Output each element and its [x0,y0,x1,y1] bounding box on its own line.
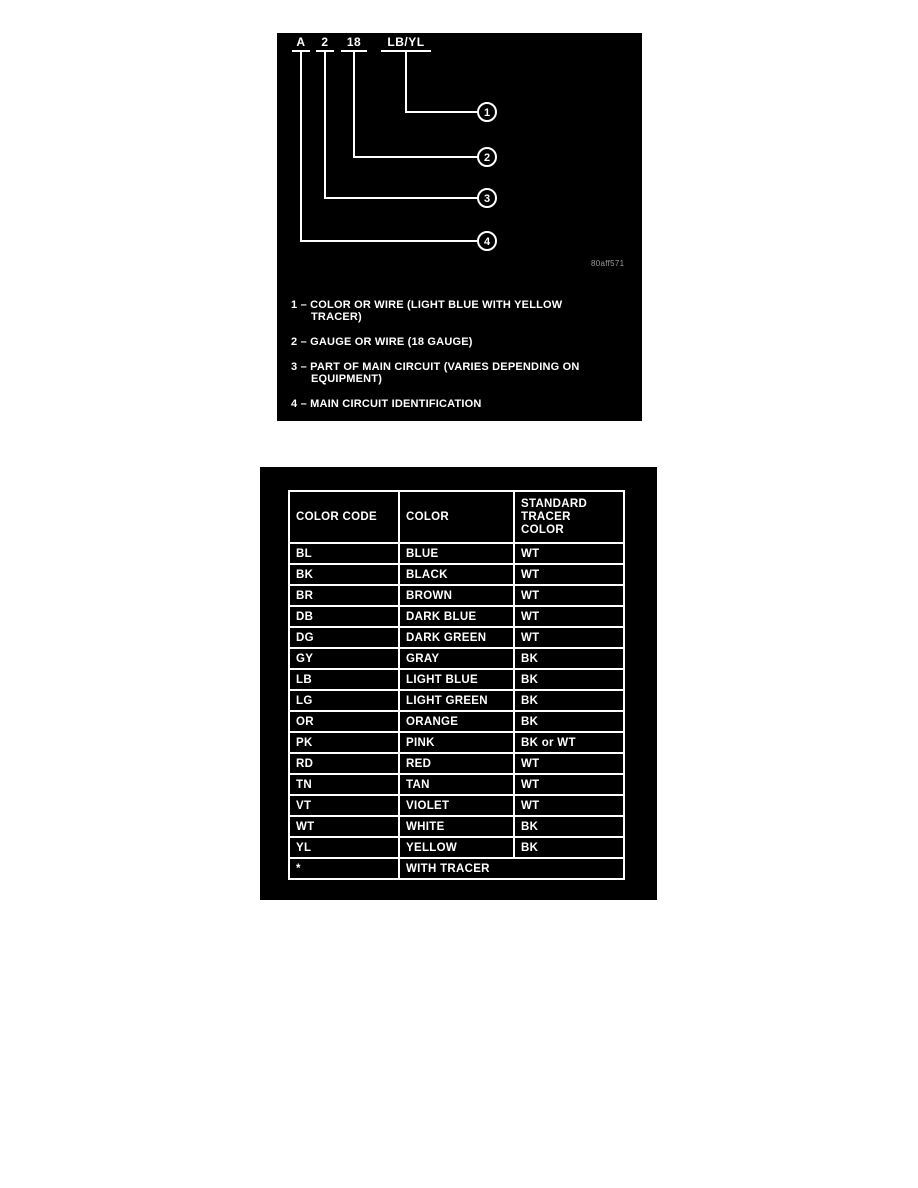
leader-line-3 [325,51,478,198]
code-part-main-circuit: A [296,35,306,49]
tracer-color-cell: WT [514,795,624,816]
figure-reference-number: 80aff571 [591,259,625,268]
table-row [289,648,624,669]
color-name-cell: BLUE [399,543,514,564]
tracer-color-cell: WT [514,627,624,648]
color-code-cell: TN [289,774,399,795]
legend-item-1: 1 – COLOR OR WIRE (LIGHT BLUE WITH YELLOW TRACER) [291,299,563,323]
table-row [289,690,624,711]
table-row [289,753,624,774]
color-code-cell: WT [289,816,399,837]
tracer-color-cell: WT [514,585,624,606]
callout-number-1: 1 [483,107,491,119]
table-header-row [289,491,624,543]
color-code-cell: DB [289,606,399,627]
tracer-color-cell: WT [514,774,624,795]
tracer-color-cell: BK [514,816,624,837]
leader-line-4 [301,51,478,241]
color-code-cell: * [289,858,399,879]
color-name-cell: VIOLET [399,795,514,816]
color-code-cell: DG [289,627,399,648]
table-row [289,711,624,732]
table-row [289,543,624,564]
tracer-color-cell: BK [514,648,624,669]
table-row [289,564,624,585]
color-name-cell: LIGHT GREEN [399,690,514,711]
color-code-cell: RD [289,753,399,774]
code-part-circuit-part: 2 [321,35,329,49]
color-code-cell: OR [289,711,399,732]
color-name-cell: WHITE [399,816,514,837]
color-name-cell: RED [399,753,514,774]
table-row [289,816,624,837]
color-code-cell: PK [289,732,399,753]
table-row-with-tracer [289,858,624,879]
color-name-cell: BLACK [399,564,514,585]
code-part-color: LB/YL [387,35,425,49]
wire-color-code-table [288,490,625,880]
color-code-cell: VT [289,795,399,816]
table-row [289,732,624,753]
tracer-color-cell: WT [514,543,624,564]
color-code-cell: LB [289,669,399,690]
callout-number-2: 2 [483,152,491,164]
color-name-cell: ORANGE [399,711,514,732]
legend-item-2: 2 – GAUGE OR WIRE (18 GAUGE) [291,336,473,348]
callout-number-4: 4 [483,236,491,248]
color-name-cell: DARK GREEN [399,627,514,648]
color-code-cell: BL [289,543,399,564]
tracer-color-cell: BK [514,690,624,711]
tracer-color-cell: BK [514,669,624,690]
color-name-cell: PINK [399,732,514,753]
wire-code-figure-panel [277,33,642,421]
header-color: COLOR [399,491,514,543]
color-name-cell: LIGHT BLUE [399,669,514,690]
leader-line-2 [354,51,478,157]
tracer-color-cell: WT [514,753,624,774]
legend-item-3: 3 – PART OF MAIN CIRCUIT (VARIES DEPENDING ON EQUIPMENT) [291,361,580,385]
color-name-cell: BROWN [399,585,514,606]
color-name-cell: YELLOW [399,837,514,858]
leader-line-1 [406,51,478,112]
color-name-cell: DARK BLUE [399,606,514,627]
color-code-cell: GY [289,648,399,669]
tracer-color-cell: BK [514,837,624,858]
table-row [289,774,624,795]
tracer-color-cell: BK or WT [514,732,624,753]
callout-number-3: 3 [483,193,491,205]
legend-item-4: 4 – MAIN CIRCUIT IDENTIFICATION [291,398,482,410]
color-code-cell: BK [289,564,399,585]
table-row [289,606,624,627]
header-standard-tracer-color: STANDARD TRACER COLOR [514,491,624,543]
color-name-cell: TAN [399,774,514,795]
color-code-cell: BR [289,585,399,606]
header-color-code: COLOR CODE [289,491,399,543]
color-code-cell: LG [289,690,399,711]
with-tracer-cell: WITH TRACER [399,858,624,879]
color-code-cell: YL [289,837,399,858]
figure-legend [291,299,613,423]
color-name-cell: GRAY [399,648,514,669]
code-part-gauge: 18 [346,35,362,49]
table-row [289,837,624,858]
tracer-color-cell: WT [514,606,624,627]
tracer-color-cell: BK [514,711,624,732]
table-row [289,669,624,690]
tracer-color-cell: WT [514,564,624,585]
table-row [289,627,624,648]
table-row [289,585,624,606]
table-row [289,795,624,816]
color-code-table-panel [260,467,657,900]
